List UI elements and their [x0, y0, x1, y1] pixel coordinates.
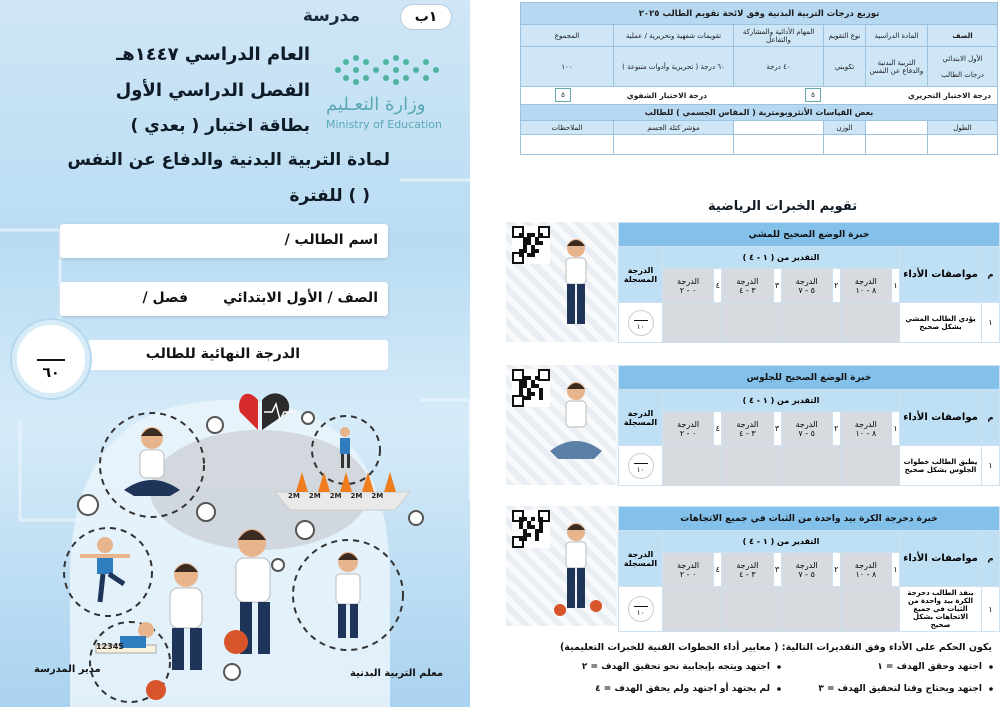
level-label: الدرجة	[677, 276, 700, 286]
level-range: ٨ - ١٠	[855, 569, 877, 579]
header-written: تقويمات شفهية وتحريرية / عملية	[614, 25, 734, 47]
experience-table	[618, 222, 1000, 343]
recorded-header: الدرجة المسجلة	[619, 531, 663, 587]
recorded-score-max: ١٠	[636, 609, 645, 617]
rule-item: اجتهد وحقق الهدف = ١	[877, 662, 982, 672]
level-label: الدرجة	[854, 276, 877, 286]
experience-table	[618, 365, 1000, 486]
score-cell[interactable]	[840, 587, 899, 632]
recorded-score-max: ١٠	[636, 465, 645, 474]
level-label: الدرجة	[795, 419, 818, 429]
experience-title: خبرة دحرجة الكرة بيد واحدة من الثبات في جميع الاتجاهات	[619, 507, 1000, 531]
eval-type-value: تكويني	[824, 47, 866, 87]
oral-exam-max: ٥	[555, 88, 571, 102]
level-cell[interactable]	[781, 553, 832, 587]
level-range: ٠ - ٢	[679, 569, 697, 579]
year-line: العام الدراسي ١٤٤٧هـ	[116, 44, 310, 65]
level-range: ٥ - ٧	[798, 428, 815, 438]
subject-value: التربية البدنية والدفاع عن النفس	[866, 47, 928, 87]
level-num: ٢	[832, 553, 840, 587]
section-label: فصل /	[142, 290, 188, 306]
level-num: ٤	[714, 412, 722, 446]
item-number: ١	[982, 587, 1000, 632]
m-header: م	[982, 531, 1000, 587]
school-label: مدرسة	[302, 6, 360, 26]
grade-cell	[928, 47, 998, 87]
grade-label: الصف / الأول الابتدائي	[223, 290, 378, 306]
period-line: للفترة ( )	[289, 186, 370, 206]
score-cell[interactable]	[663, 587, 722, 632]
cover-code-badge: ١ب	[400, 4, 452, 30]
level-num: ٤	[714, 269, 722, 303]
level-range: ٣ - ٤	[739, 285, 756, 295]
recorded-header: الدرجة المسجلة	[619, 247, 663, 303]
anthro-height: الطول	[928, 121, 998, 135]
level-num: ٣	[773, 553, 781, 587]
recorded-score-cell[interactable]	[619, 446, 663, 486]
level-label: الدرجة	[677, 560, 700, 570]
level-cell[interactable]	[840, 553, 891, 587]
teacher-label: معلم التربية البدنية	[350, 668, 444, 679]
level-cell[interactable]	[722, 269, 773, 303]
written-value: ٦٠ درجة ( تحريرية وأدوات متنوعة )	[614, 47, 734, 87]
ministry-name-arabic: وزارة التعـليم	[326, 94, 426, 115]
level-range: ٥ - ٧	[798, 569, 815, 579]
level-label: الدرجة	[854, 419, 877, 429]
grade-field[interactable]	[60, 282, 388, 316]
exam-row	[521, 87, 998, 105]
recorded-score-cell[interactable]	[619, 303, 663, 343]
score-cell[interactable]	[663, 446, 722, 486]
specs-header: مواصفات الأداء	[900, 531, 982, 587]
cone-label: 2M	[329, 492, 342, 500]
level-label: الدرجة	[736, 276, 759, 286]
level-label: الدرجة	[736, 560, 759, 570]
anthro-weight: الوزن	[824, 121, 866, 135]
distribution-title: توزيع درجات التربية البدنية وفق لائحة تقويم الطالب ٢٠٢٥	[521, 3, 998, 25]
item-description: ينفذ الطالب دحرجة الكرة بيد واحدة من الثبات في جميع الاتجاهات بشكل صحيح	[900, 587, 982, 632]
rating-header: التقدير من ( ١ - ٤ )	[663, 390, 900, 412]
level-cell[interactable]	[663, 553, 714, 587]
item-number: ١	[982, 303, 1000, 343]
score-cell[interactable]	[722, 303, 781, 343]
experience-table	[618, 506, 1000, 632]
performance-value: ٤٠ درجة	[734, 47, 824, 87]
written-exam-label: درجة الاختبار التحريري	[907, 91, 991, 100]
rule-item: لم يجتهد أو اجتهد ولم يحقق الهدف = ٤	[595, 684, 770, 694]
student-figure	[524, 373, 614, 483]
specs-header: مواصفات الأداء	[900, 390, 982, 446]
student-name-field[interactable]	[60, 224, 388, 258]
ruler-label: 12345	[96, 642, 124, 651]
level-cell[interactable]	[663, 412, 714, 446]
level-label: الدرجة	[795, 560, 818, 570]
level-num: ١	[892, 269, 900, 303]
score-cell[interactable]	[722, 446, 781, 486]
level-cell[interactable]	[781, 269, 832, 303]
level-range: ٥ - ٧	[798, 285, 815, 295]
student-figure	[524, 514, 614, 624]
anthro-cell[interactable]	[521, 135, 614, 155]
level-cell[interactable]	[722, 412, 773, 446]
rating-header: التقدير من ( ١ - ٤ )	[663, 531, 900, 553]
ministry-logo-icon	[330, 52, 442, 88]
anthro-cell[interactable]	[928, 135, 998, 155]
score-cell[interactable]	[663, 303, 722, 343]
anthro-cell[interactable]	[824, 135, 866, 155]
rule-item: اجتهد ويتجه بإيجابية نحو تحقيق الهدف = ٢	[581, 662, 770, 672]
level-range: ٨ - ١٠	[855, 285, 877, 295]
level-range: ٠ - ٢	[679, 285, 697, 295]
header-performance: المهام الأدائية والمشاركة والتفاعل	[734, 25, 824, 47]
level-num: ٤	[714, 553, 722, 587]
score-cell[interactable]	[840, 446, 899, 486]
anthro-cell[interactable]	[866, 135, 928, 155]
principal-label: مدير المدرسة	[34, 664, 101, 675]
rule-item: اجتهد ويحتاج وقتا لتحقيق الهدف = ٣	[818, 684, 982, 694]
card-line: بطاقة اختبار ( بعدي )	[130, 116, 310, 136]
score-fraction-line	[37, 359, 65, 361]
recorded-score-max: ١٠	[636, 322, 645, 331]
written-exam-max: ٥	[805, 88, 821, 102]
level-range: ٣ - ٤	[739, 569, 756, 579]
rating-header: التقدير من ( ١ - ٤ )	[663, 247, 900, 269]
cone-labels	[288, 492, 383, 500]
student-figure	[524, 230, 614, 340]
experience-title: خبرة الوضع الصحيح للمشي	[619, 223, 1000, 247]
anthro-notes: الملاحظات	[521, 121, 614, 135]
m-header: م	[982, 390, 1000, 446]
score-cell[interactable]	[840, 303, 899, 343]
item-description: يطبق الطالب خطوات الجلوس بشكل صحيح	[900, 446, 982, 486]
final-score-max: ٦٠	[42, 365, 60, 381]
level-num: ٣	[773, 412, 781, 446]
experience-card	[506, 222, 1000, 342]
ministry-name-english: Ministry of Education	[326, 118, 443, 131]
oral-exam-label: درجة الاختبار الشفوي	[626, 91, 707, 100]
total-value: ١٠٠	[521, 47, 614, 87]
recorded-header: الدرجة المسجلة	[619, 390, 663, 446]
m-header: م	[982, 247, 1000, 303]
item-number: ١	[982, 446, 1000, 486]
level-label: الدرجة	[677, 419, 700, 429]
cone-label: 2M	[350, 492, 363, 500]
header-subject: المادة الدراسية	[866, 25, 928, 47]
experiences-title: تقويم الخبرات الرياضية	[708, 199, 858, 214]
level-cell[interactable]	[722, 553, 773, 587]
anthro-cell[interactable]	[614, 135, 734, 155]
header-grade: الصف	[928, 25, 998, 47]
recorded-score-cell[interactable]	[619, 587, 663, 632]
level-cell[interactable]	[781, 412, 832, 446]
score-cell[interactable]	[781, 446, 840, 486]
experience-card	[506, 506, 1000, 629]
score-cell[interactable]	[781, 303, 840, 343]
rules-heading: يكون الحكم على الأداء وفق التقديرات التالية: ( معايير أداء الخطوات الفنية للخبرات التعليمية)	[559, 642, 992, 653]
term-line: الفصل الدراسي الأول	[115, 80, 310, 101]
level-range: ٨ - ١٠	[855, 428, 877, 438]
level-num: ٢	[832, 269, 840, 303]
level-num: ٣	[773, 269, 781, 303]
level-label: الدرجة	[854, 560, 877, 570]
experience-card	[506, 365, 1000, 485]
score-cell[interactable]	[781, 587, 840, 632]
cone-label: 2M	[308, 492, 321, 500]
specs-header: مواصفات الأداء	[900, 247, 982, 303]
experience-title: خبرة الوضع الصحيح للجلوس	[619, 366, 1000, 390]
anthro-height-value[interactable]	[866, 121, 928, 135]
final-score-field	[88, 340, 388, 370]
level-range: ٠ - ٢	[679, 428, 697, 438]
header-total: المجموع	[521, 25, 614, 47]
level-label: الدرجة	[795, 276, 818, 286]
score-cell[interactable]	[722, 587, 781, 632]
distribution-table	[520, 2, 998, 155]
cover-illustration	[0, 380, 470, 707]
level-cell[interactable]	[663, 269, 714, 303]
student-marks-label: درجات الطالب	[941, 70, 984, 79]
header-eval-type: نوع التقويم	[824, 25, 866, 47]
level-num: ٢	[832, 412, 840, 446]
grade-value: الأول الابتدائي	[942, 54, 983, 63]
level-num: ١	[892, 412, 900, 446]
anthro-title: بعض القياسات الأنثروبومترية ( المقاس الجسمي ) للطالب	[521, 105, 998, 121]
item-description: يؤدي الطالب المشي بشكل صحيح	[900, 303, 982, 343]
level-label: الدرجة	[736, 419, 759, 429]
anthro-bmi: مؤشر كتلة الجسم	[614, 121, 734, 135]
cone-label: 2M	[288, 492, 300, 500]
subject-line: لمادة التربية البدنية والدفاع عن النفس	[67, 150, 390, 170]
level-range: ٣ - ٤	[739, 428, 756, 438]
anthro-cell[interactable]	[734, 135, 824, 155]
student-name-label: اسم الطالب /	[284, 232, 378, 248]
level-cell[interactable]	[840, 269, 891, 303]
level-num: ١	[892, 553, 900, 587]
final-score-label: الدرجة النهائية للطالب	[145, 346, 300, 362]
level-cell[interactable]	[840, 412, 891, 446]
anthro-weight-value[interactable]	[734, 121, 824, 135]
cone-label: 2M	[371, 492, 384, 500]
cover-page	[0, 0, 470, 707]
